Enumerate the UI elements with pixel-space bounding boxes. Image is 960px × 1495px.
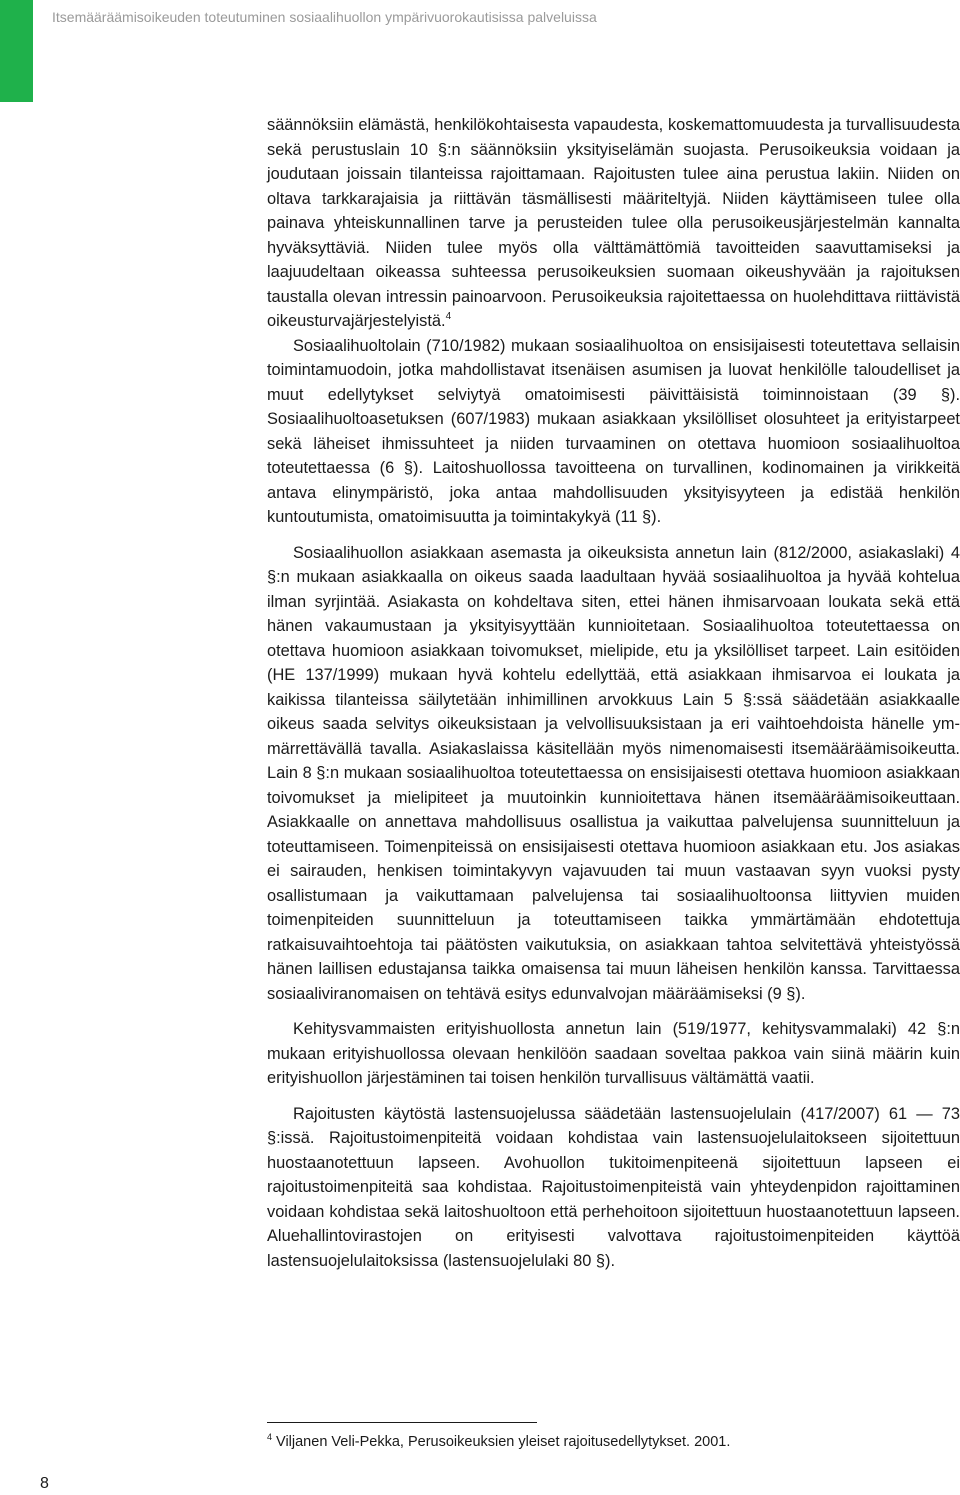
paragraph-1 xyxy=(267,113,960,334)
paragraph-3: Sosiaalihuollon asiakkaan asemasta ja oikeuksista annetun lain (812/2000, asiakaslaki) 4 §:n mukaan asiakkaalla on oikeus saada laadultaan hyvää sosiaalihuoltoa ja hyvää kohtelua ilman syrjintää. Asiakasta on kohdeltava siten, ettei hänen ihmisarvoaan loukata sekä että hänen vakaumustaan ja yksityisyyttään kunnioitetaan. Sosiaalihuoltoa toteutettaessa on otettava huomioon asiakkaan toivomukset, mielipide, etu ja yksilölliset tarpeet. Lain esitöiden (HE 137/1999) mukaan hyvä kohtelu edellyttää, että asiakkaan ihmisarvoa ei loukata ja kaikissa tilanteissa säilytetään inhimillinen arvokkuus Lain 5 §:ssä säädetään asiakkaalle oikeus saada selvitys oikeuksistaan ja velvollisuuksistaan ja eri vaihtoehdoista hänelle ymmärrettävällä tavalla. Asiakaslaissa käsitellään myös nimenomaisesti itsemääräämisoikeutta. Lain 8 §:n mukaan sosiaalihuoltoa toteutettaessa on ensisijaisesti otettava huomioon asiakkaan toivomukset ja mielipiteet ja muutoinkin kunnioitettava hänen itsemääräämisoikeuttaan. Asiakkaalle on annettava mahdollisuus osallistua ja vaikuttaa palvelujensa suunnitteluun ja toteuttamiseen. Toimenpiteissä on ensisijaisesti otettava huomioon asiakkaan etu. Jos asiakas ei sairauden, henkisen toimintakyvyn vajavuuden tai muun vastaavan syyn vuoksi pysty osallistumaan ja vaikuttamaan palvelujensa tai sosiaalihuoltoonsa liittyvien muiden toimenpiteiden suunnitteluun ja toteuttamiseen taikka ymmärtämään ehdotettuja ratkaisuvaihtoehtoja tai päätösten vaikutuksia, on asiakkaan tahtoa selvitettävä yhteistyössä hänen laillisen edustajansa taikka omaisensa tai muun läheisen henkilön kanssa. Tarvittaessa sosiaaliviranomaisen on tehtävä esitys edunvalvojan määräämiseksi (9 §). xyxy=(267,543,960,1003)
footnote-divider xyxy=(267,1422,537,1423)
footnote-reference[interactable]: 4 xyxy=(445,311,452,322)
body-text xyxy=(267,113,960,1273)
footnote-number: 4 xyxy=(267,1432,273,1442)
green-accent-bar xyxy=(0,0,33,102)
paragraph-4: Kehitysvammaisten erityishuollosta annetun lain (519/1977, kehitysvammalaki) 42 §:n mukaan erityishuollossa olevaan henkilöön saadaan soveltaa pakkoa vain siinä määrin kuin erityishuollon järjestäminen tai toisen henkilön turvallisuus vältämättä vaatii. xyxy=(267,1020,960,1087)
page-number: 8 xyxy=(40,1475,49,1492)
paragraph-2: Sosiaalihuoltolain (710/1982) mukaan sosiaalihuoltoa on ensisijaisesti toteutettava sellaisin toimintamuodoin, jotka mahdollistavat itsenäisen asumisen ja luovat henkilölle taloudelliset ja muut edellytykset selviytyä omatoimisesti päivittäisistä toiminnoistaan (39 §). Sosiaalihuoltoasetuksen (607/1983) mukaan asiakkaan yksilölliset olosuhteet ja erityistarpeet sekä läheiset ihmissuhteet ja niiden turvaaminen on otettava huomioon sosiaalihuoltoa toteutettaessa (6 §). Laitoshuollossa tavoitteena on turvallinen, kodinomainen ja virikkeitä antava elinympäristö, joka antaa mahdollisuuden yksityisyyteen ja edistää henkilön kuntoutumista, omatoimisuutta ja toimintakykyä (11 §). xyxy=(267,336,960,526)
footnote-text: Viljanen Veli-Pekka, Perusoikeuksien yleiset rajoitusedellytykset. 2001. xyxy=(276,1434,731,1450)
footnote xyxy=(267,1434,730,1450)
paragraph-1-text: säännöksiin elämästä, henkilökohtaisesta vapaudesta, koskemattomuudesta ja turvallisuudesta sekä perustuslain 10 §:n säännöksiin yksityiselämän suojasta. Perusoikeuksia voidaan ja joudutaan joissain tilanteissa rajoittamaan. Rajoitusten tulee aina perustua lakiin. Niiden on oltava tarkkarajaisia ja riittävän täsmällisesti määriteltyjä. Niiden käyttämiseen tulee olla painava yhteiskunnallinen tarve ja perusteiden tulee olla perusoikeusjärjestelmän kannalta hyväksyttäviä. Niiden tulee myös olla välttämättömiä tavoitteiden saavuttamiseksi ja laajuudeltaan oikeassa suhteessa perusoikeuksien suomaan oikeushyvään ja rajoituksen taustalla olevan intressin painoarvoon. Perusoikeuksia rajoitettaessa on huolehdittava riittävistä oikeusturvajärjestelyistä. xyxy=(267,116,960,330)
running-header: Itsemääräämisoikeuden toteutuminen sosiaalihuollon ympärivuorokautisissa palveluissa xyxy=(52,9,597,25)
paragraph-5: Rajoitusten käytöstä lastensuojelussa säädetään lastensuojelulain (417/2007) 61 — 73 §:issä. Rajoitustoimenpiteitä voidaan kohdistaa vain lastensuojelulaitokseen sijoitettuun huostaanotettuun lapseen. Avohuollon tukitoimenpiteenä sijoitettuun lapseen ei rajoitustoimenpiteitä saa kohdistaa. Rajoitustoimenpiteistä vain yhteydenpidon rajoittaminen voidaan kohdistaa sekä laitoshuoltoon että perhehoitoon sijoitettuun huostaanotettuun lapseen. Aluehallintovirastojen on erityisesti valvottava rajoitustoimenpiteiden käyttöä lastensuojelulaitoksissa (lastensuojelulaki 80 §). xyxy=(267,1104,960,1270)
